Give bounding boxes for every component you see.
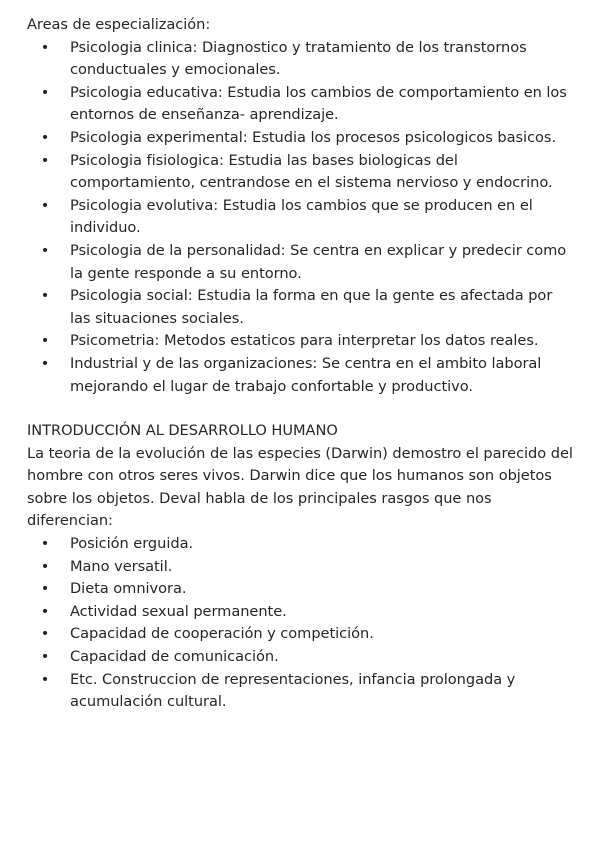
list-item-text: Mano versatil. [70, 557, 173, 575]
bullet-icon: • [40, 332, 50, 350]
bullet-icon: • [40, 535, 50, 553]
bullet-icon: • [40, 602, 50, 620]
list-item-text: Capacidad de cooperación y competición. [70, 625, 374, 643]
specialization-list [27, 37, 574, 399]
list-item-text: Psicologia clinica: Diagnostico y tratamiento de los transtornos conductuales y emocionales. [70, 38, 527, 79]
bullet-icon: • [40, 38, 50, 56]
list-item-text: Psicologia social: Estudia la forma en que la gente es afectada por las situaciones sociales. [70, 287, 553, 327]
list-item-text: Actividad sexual permanente. [70, 602, 287, 620]
list-item-text: Capacidad de comunicación. [70, 648, 279, 666]
list-item-text: Psicologia educativa: Estudia los cambios de comportamiento en los entornos de enseñanza- aprendizaje. [70, 83, 567, 124]
bullet-icon: • [40, 241, 50, 259]
list-item-text: Industrial y de las organizaciones: Se centra en el ambito laboral mejorando el lugar de trabajo confortable y productivo. [70, 354, 542, 395]
bullet-icon: • [40, 580, 50, 598]
bullet-icon: • [40, 670, 50, 688]
list-item [27, 601, 574, 624]
bullet-icon: • [40, 625, 50, 643]
list-item-text: Dieta omnivora. [70, 580, 187, 598]
list-item [27, 195, 574, 240]
list-item [27, 646, 574, 669]
list-item [27, 82, 574, 127]
list-item [27, 127, 574, 150]
list-item [27, 669, 574, 714]
list-item [27, 285, 574, 330]
bullet-icon: • [40, 196, 50, 214]
bullet-icon: • [40, 128, 50, 146]
specialization-areas-heading: Areas de especialización: [27, 16, 211, 33]
list-item [27, 533, 574, 556]
bullet-icon: • [40, 557, 50, 575]
list-item [27, 556, 574, 579]
human-development-heading: INTRODUCCIÓN AL DESARROLLO HUMANO [27, 422, 338, 440]
bullet-icon: • [40, 354, 50, 372]
list-item [27, 353, 574, 398]
bullet-icon: • [40, 287, 50, 305]
list-item [27, 37, 574, 82]
bullet-icon: • [40, 83, 50, 101]
list-item-text: Psicometria: Metodos estaticos para interpretar los datos reales. [70, 332, 539, 350]
list-item-text: Etc. Construccion de representaciones, infancia prolongada y acumulación cultural. [70, 670, 516, 711]
list-item [27, 578, 574, 601]
list-item [27, 330, 574, 353]
list-item-text: Psicologia fisiologica: Estudia las bases biologicas del comportamiento, centrandose en el sistema nervioso y endocrino. [70, 151, 553, 192]
list-item-text: Psicologia evolutiva: Estudia los cambios que se producen en el individuo. [70, 196, 533, 237]
human-traits-list [27, 533, 574, 714]
list-item [27, 150, 574, 195]
list-item [27, 240, 574, 285]
list-item [27, 623, 574, 646]
list-item-text: Posición erguida. [70, 535, 194, 553]
bullet-icon: • [40, 648, 50, 666]
intro-paragraph: La teoria de la evolución de las especies (Darwin) demostro el parecido del hombre con otros seres vivos. Darwin dice que los humanos son objetos sobre los objetos. Deval habla de los principales rasgos que nos diferencian: [27, 444, 573, 530]
list-item-text: Psicologia de la personalidad: Se centra en explicar y predecir como la gente responde a su entorno. [70, 241, 567, 282]
section-spacer [27, 398, 574, 420]
bullet-icon: • [40, 151, 50, 169]
list-item-text: Psicologia experimental: Estudia los procesos psicologicos basicos. [70, 128, 557, 146]
